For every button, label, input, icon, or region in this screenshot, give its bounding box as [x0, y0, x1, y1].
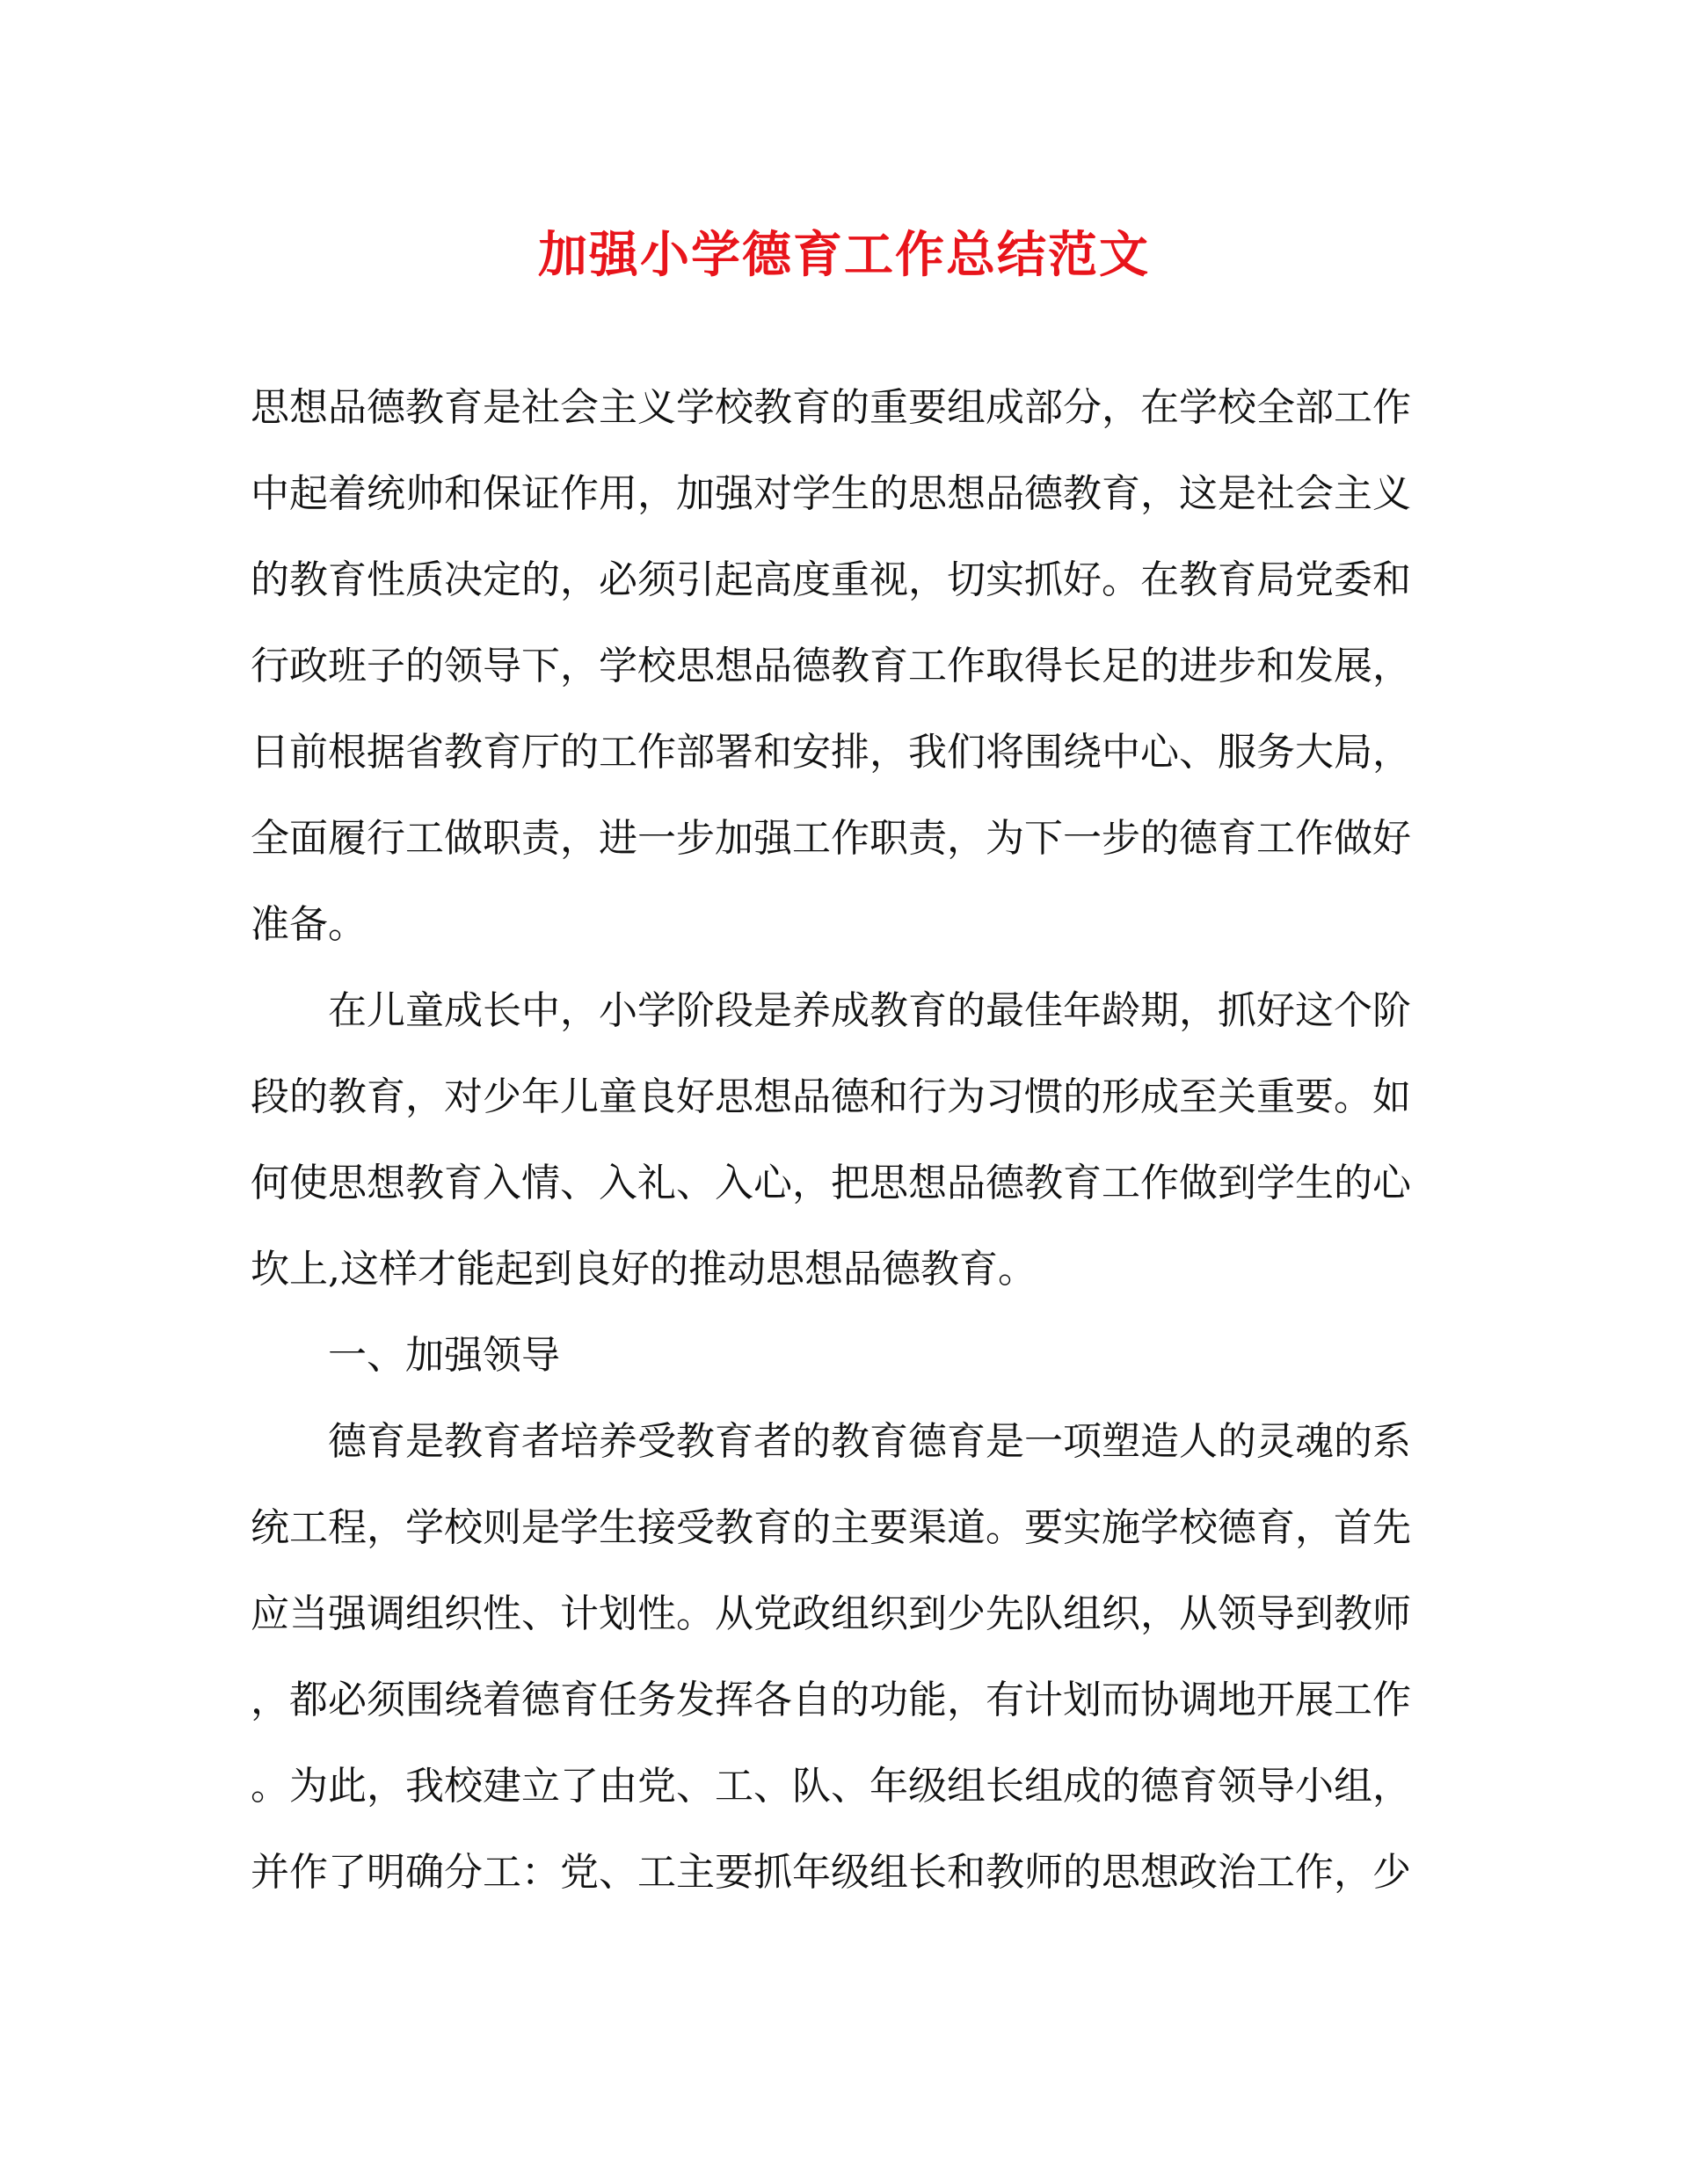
paragraph-line: 坎上,这样才能起到良好的推动思想品德教育。	[251, 1247, 1037, 1292]
paragraph-line: ，都必须围绕着德育任务发挥各自的功能，有计划而协调地开展工作	[251, 1678, 1411, 1722]
paragraph-line: 并作了明确分工：党、工主要抓年级组长和教师的思想政治工作，少	[251, 1850, 1411, 1895]
paragraph-line: 准备。	[251, 902, 367, 947]
paragraph-line: 思想品德教育是社会主义学校教育的重要组成部分，在学校全部工作	[251, 385, 1411, 430]
paragraph-line: 中起着统帅和保证作用，加强对学生的思想品德教育，这是社会主义	[251, 471, 1411, 516]
paragraph-line: 应当强调组织性、计划性。从党政组织到少先队组织，从领导到教师	[251, 1591, 1411, 1636]
paragraph-line: 全面履行工做职责，进一步加强工作职责，为下一步的德育工作做好	[251, 816, 1411, 861]
paragraph-line: 德育是教育者培养受教育者的教育德育是一项塑造人的灵魂的系	[328, 1419, 1411, 1464]
paragraph-line: 行政班子的领导下，学校思想品德教育工作取得长足的进步和发展，	[251, 644, 1411, 688]
paragraph-line: 统工程，学校则是学生接受教育的主要渠道。要实施学校德育，首先	[251, 1505, 1411, 1550]
document-title: 加强小学德育工作总结范文	[538, 226, 1150, 284]
paragraph-line: 。为此，我校建立了由党、工、队、年级组长组成的德育领导小组，	[251, 1764, 1411, 1809]
section-heading: 一、加强领导	[328, 1333, 560, 1378]
paragraph-line: 的教育性质决定的，必须引起高度重视，切实抓好。在教育局党委和	[251, 557, 1411, 602]
paragraph-line: 何使思想教育入情、入礼、入心，把思想品德教育工作做到学生的心	[251, 1161, 1411, 1205]
paragraph-line: 日前根据省教育厅的工作部署和安排，我们将围绕中心、服务大局，	[251, 730, 1411, 775]
paragraph-line: 在儿童成长中，小学阶段是养成教育的最佳年龄期，抓好这个阶	[328, 988, 1411, 1033]
paragraph-line: 段的教育，对少年儿童良好思想品德和行为习惯的形成至关重要。如	[251, 1074, 1411, 1119]
